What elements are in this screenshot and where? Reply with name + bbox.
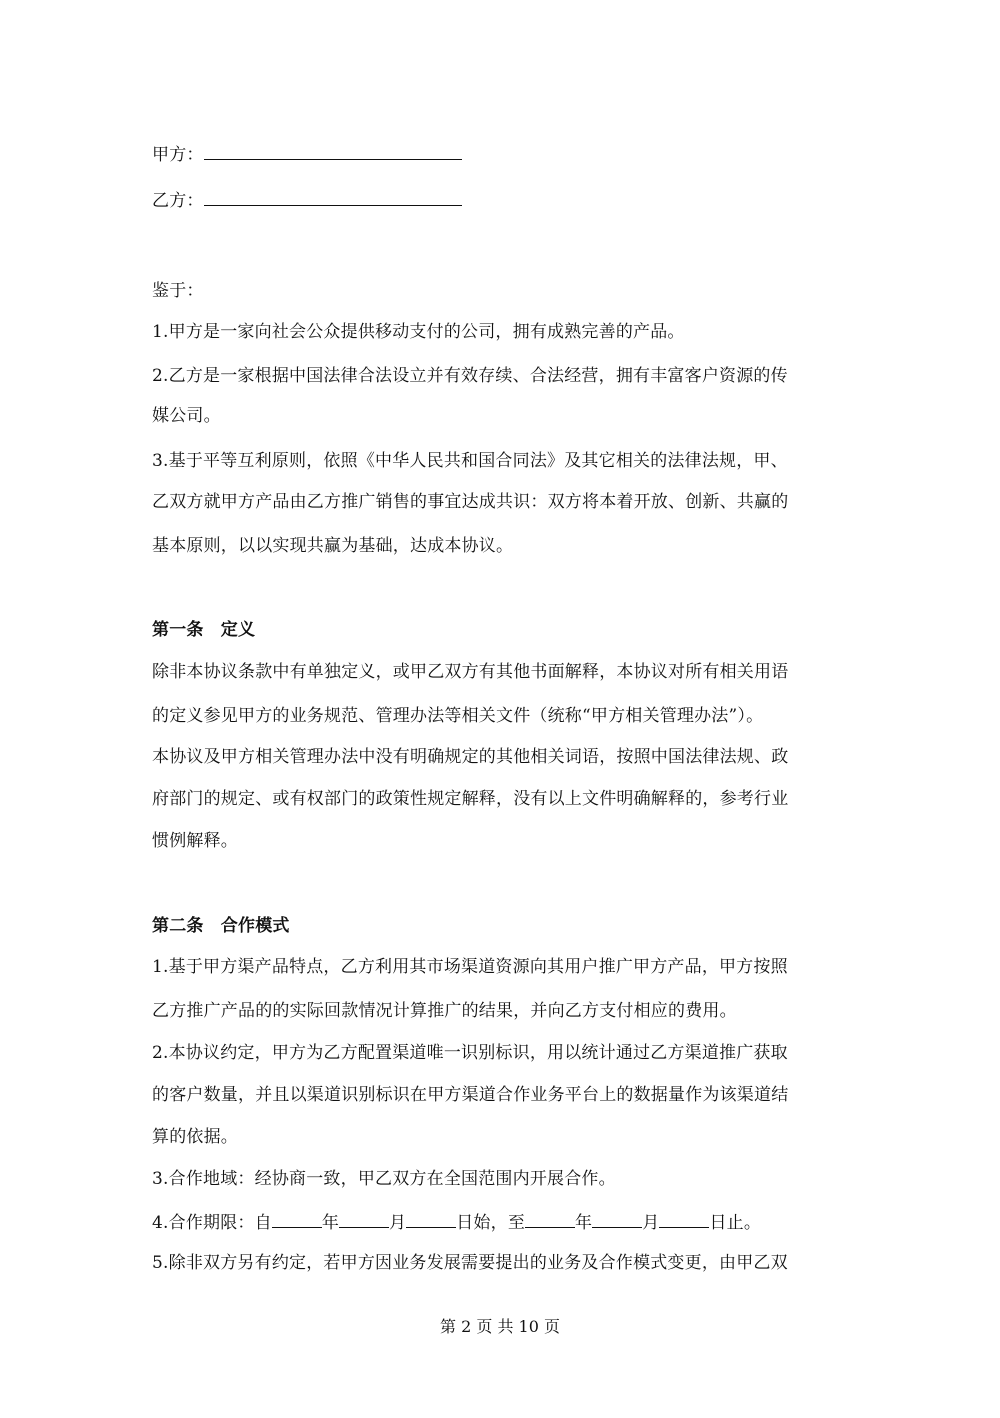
article2-line: 算的依据。 xyxy=(152,1127,238,1147)
party-b-blank[interactable] xyxy=(204,187,462,206)
article2-title: 第二条 合作模式 xyxy=(152,916,290,936)
article2-line: 1.基于甲方渠产品特点，乙方利用其市场渠道资源向其用户推广甲方产品，甲方按照 xyxy=(152,957,788,977)
preamble-line: 基本原则，以以实现共赢为基础，达成本协议。 xyxy=(152,536,514,556)
preamble-line: 1.甲方是一家向社会公众提供移动支付的公司，拥有成熟完善的产品。 xyxy=(152,322,685,342)
article2-line: 乙方推广产品的的实际回款情况计算推广的结果，并向乙方支付相应的费用。 xyxy=(152,1001,737,1021)
preamble-line: 2.乙方是一家根据中国法律合法设立并有效存续、合法经营，拥有丰富客户资源的传 xyxy=(152,366,788,386)
article1-title: 第一条 定义 xyxy=(152,620,256,640)
start-day-blank[interactable] xyxy=(406,1209,456,1228)
article1-line: 府部门的规定、或有权部门的政策性规定解释，没有以上文件明确解释的，参考行业 xyxy=(152,789,789,809)
preamble-line: 3.基于平等互利原则，依照《中华人民共和国合同法》及其它相关的法律法规，甲、 xyxy=(152,451,788,471)
preamble-line: 乙双方就甲方产品由乙方推广销售的事宜达成共识：双方将本着开放、创新、共赢的 xyxy=(152,492,789,512)
preamble-line: 媒公司。 xyxy=(152,406,221,426)
term-line xyxy=(152,1209,761,1235)
article2-line: 5.除非双方另有约定，若甲方因业务发展需要提出的业务及合作模式变更，由甲乙双 xyxy=(152,1253,788,1273)
term-day-start-label: 日始，至 xyxy=(456,1213,526,1233)
term-month-label: 月 xyxy=(389,1213,407,1233)
term-day-end-label: 日止。 xyxy=(709,1213,762,1233)
party-b-label: 乙方： xyxy=(152,191,204,211)
party-a-line xyxy=(152,141,462,167)
article1-line: 惯例解释。 xyxy=(152,831,238,851)
article1-line: 除非本协议条款中有单独定义，或甲乙双方有其他书面解释，本协议对所有相关用语 xyxy=(152,662,789,682)
term-prefix: 4.合作期限：自 xyxy=(152,1213,272,1233)
end-day-blank[interactable] xyxy=(659,1209,709,1228)
party-a-label: 甲方： xyxy=(152,145,204,165)
article2-line: 2.本协议约定，甲方为乙方配置渠道唯一识别标识，用以统计通过乙方渠道推广获取 xyxy=(152,1043,788,1063)
end-month-blank[interactable] xyxy=(592,1209,642,1228)
start-year-blank[interactable] xyxy=(272,1209,322,1228)
term-year-label: 年 xyxy=(321,1213,340,1233)
party-a-blank[interactable] xyxy=(204,141,462,160)
start-month-blank[interactable] xyxy=(339,1209,389,1228)
end-year-blank[interactable] xyxy=(525,1209,575,1228)
party-b-line xyxy=(152,187,462,213)
preamble-heading: 鉴于： xyxy=(152,281,204,301)
article1-line: 本协议及甲方相关管理办法中没有明确规定的其他相关词语，按照中国法律法规、政 xyxy=(152,747,789,767)
term-month-label: 月 xyxy=(642,1213,660,1233)
article1-line: 的定义参见甲方的业务规范、管理办法等相关文件（统称“甲方相关管理办法”）。 xyxy=(152,706,764,726)
article2-line: 的客户数量，并且以渠道识别标识在甲方渠道合作业务平台上的数据量作为该渠道结 xyxy=(152,1085,789,1105)
article2-line: 3.合作地域：经协商一致，甲乙双方在全国范围内开展合作。 xyxy=(152,1169,616,1189)
page-number: 第 2 页 共 10 页 xyxy=(440,1317,560,1336)
term-year-label: 年 xyxy=(575,1213,593,1233)
